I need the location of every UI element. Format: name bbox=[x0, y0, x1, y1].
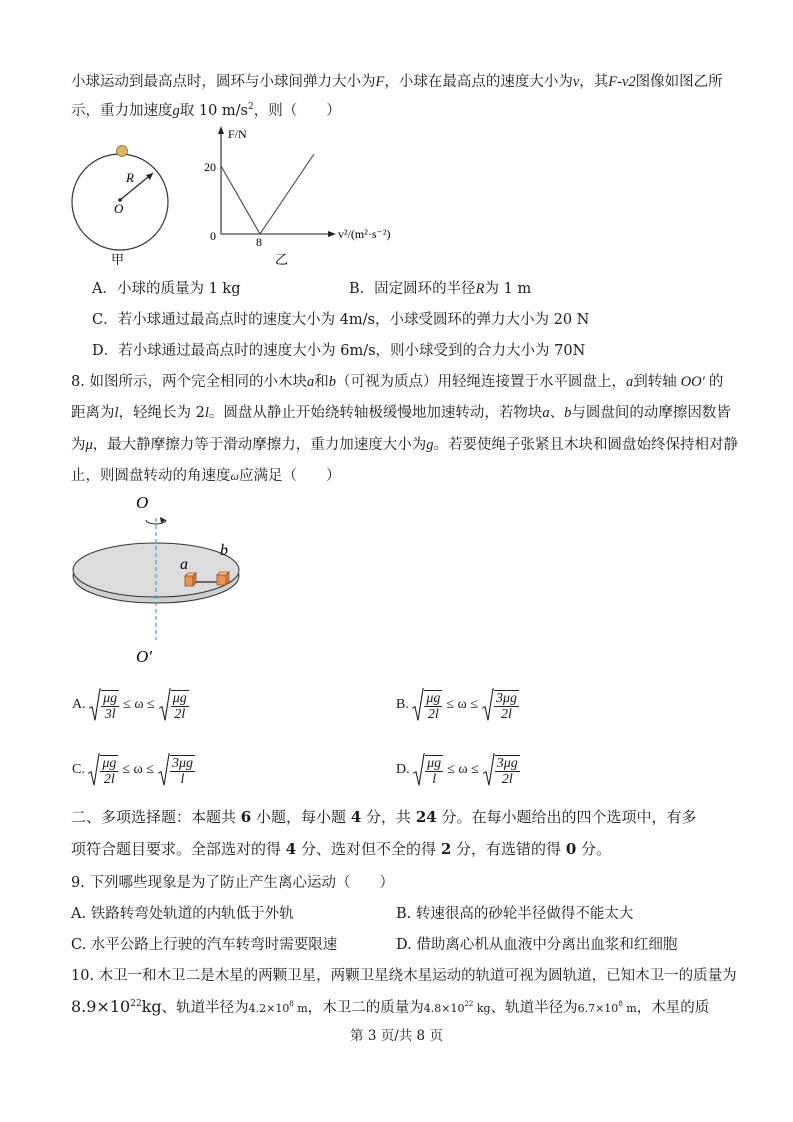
caption-yi: 乙 bbox=[275, 252, 289, 267]
left-bound: $\frac{\mu g}{l}$ bbox=[413, 753, 443, 787]
x-axis-label: v²/(m²·s⁻²) bbox=[338, 227, 391, 241]
q7-stem-line2: 示，重力加速度g取 10 $m/s^2$，则（ ） bbox=[71, 102, 341, 119]
q7-option-c: C．若小球通过最高点时的速度大小为 4m/s，小球受圆环的弹力大小为 20 N bbox=[92, 312, 590, 328]
q10-stem-line1: 10. 木卫一和木卫二是木星的两颗卫星，两颗卫星绕木星运动的轨道可视为圆轨道，已知木卫一的质量为 bbox=[71, 968, 737, 984]
inequality: ≤ ω ≤ bbox=[447, 762, 479, 777]
q8-option-d bbox=[396, 753, 520, 787]
q7-figure-yi bbox=[196, 124, 396, 268]
option-label: B. bbox=[396, 697, 413, 712]
right-bound: $\frac{3\mu g}{2l}$ bbox=[483, 753, 520, 787]
q8-stem-line1: 8. 如图所示，两个完全相同的小木块a和b（可视为质点）用轻绳连接置于水平圆盘上，a到转轴 OO′ 的 bbox=[71, 374, 724, 390]
label-O-top: O bbox=[136, 493, 149, 512]
block-b bbox=[217, 572, 229, 585]
option-label: C. bbox=[72, 762, 89, 777]
q8-option-c bbox=[72, 753, 195, 787]
left-bound: $\frac{\mu g}{2l}$ bbox=[412, 688, 442, 722]
label-O-prime: O′ bbox=[136, 647, 152, 666]
radius-arrowhead bbox=[146, 173, 153, 180]
q8-stem-line2: 距离为l，轻绳长为 2l。圆盘从静止开始绕转轴极缓慢地加速转动，若物块a、b与圆盘间的动摩擦因数皆 bbox=[71, 405, 731, 421]
q10-stem-line2: $8.9\times 10^{22}kg$、轨道半径为$4.2\times 10^8$ m，木卫二的质量为$4.8\times 10^{22}$ kg、轨道半径为$6.7\times 10^8$ m，木星的质 bbox=[71, 997, 710, 1016]
q9-option-b: B. 转速很高的砂轮半径做得不能太大 bbox=[396, 906, 634, 922]
q7-figure-jia bbox=[66, 140, 176, 270]
q8-option-a bbox=[72, 688, 189, 722]
q7-option-b: B．固定圆环的半径R为 1 m bbox=[349, 281, 532, 297]
y-axis-arrow bbox=[218, 126, 224, 134]
q8-figure-disc bbox=[70, 490, 260, 670]
q9-option-d: D. 借助离心机从血液中分离出血浆和红细胞 bbox=[396, 937, 678, 953]
block-a bbox=[185, 573, 196, 586]
q7-option-a: A．小球的质量为 1 kg bbox=[92, 281, 241, 297]
label-block-b: b bbox=[220, 542, 228, 559]
left-bound: $\frac{\mu g}{2l}$ bbox=[88, 753, 118, 787]
section2-line2: 项符合题目要求。全部选对的得 4 分、选对但不全的得 2 分，有选错的得 0 分。 bbox=[71, 840, 612, 858]
section2-line1: 二、多项选择题：本题共 6 小题，每小题 4 分，共 24 分。在每小题给出的四个选项中，有多 bbox=[71, 808, 697, 826]
q9-option-a: A. 铁路转弯处轨道的内轨低于外轨 bbox=[71, 906, 294, 922]
right-bound: $\frac{3\mu g}{2l}$ bbox=[482, 688, 519, 722]
origin-label: 0 bbox=[210, 229, 216, 243]
option-label: D. bbox=[396, 762, 414, 777]
tick-20: 20 bbox=[204, 160, 216, 174]
right-bound: $\frac{3\mu g}{l}$ bbox=[158, 753, 195, 787]
q7-stem-line1: 小球运动到最高点时，圆环与小球间弹力大小为F，小球在最高点的速度大小为v，其F-v2图像如图乙所 bbox=[71, 74, 723, 90]
tick-8: 8 bbox=[256, 235, 262, 249]
label-block-a: a bbox=[180, 556, 188, 573]
label-O: O bbox=[114, 201, 124, 216]
graph-line-left bbox=[221, 166, 260, 234]
x-axis-arrow bbox=[328, 231, 336, 237]
q9-option-c: C. 水平公路上行驶的汽车转弯时需要限速 bbox=[71, 937, 338, 953]
q8-stem-line4: 止，则圆盘转动的角速度ω应满足（ ） bbox=[71, 468, 341, 484]
left-bound: $\frac{\mu g}{3l}$ bbox=[89, 688, 119, 722]
inequality: ≤ ω ≤ bbox=[446, 697, 478, 712]
caption-jia: 甲 bbox=[111, 252, 125, 267]
q8-stem-line3: 为μ，最大静摩擦力等于滑动摩擦力，重力加速度大小为g。若要使绳子张紧且木块和圆盘始终保持相对静 bbox=[71, 437, 739, 453]
right-bound: $\frac{\mu g}{2l}$ bbox=[159, 688, 189, 722]
ball bbox=[117, 146, 128, 157]
inequality: ≤ ω ≤ bbox=[122, 762, 154, 777]
page-footer: 第 3 页/共 8 页 bbox=[350, 1028, 443, 1044]
y-axis-label: F/N bbox=[228, 127, 247, 141]
q7-option-d: D．若小球通过最高点时的速度大小为 6m/s，则小球受到的合力大小为 70N bbox=[92, 343, 586, 359]
label-R: R bbox=[126, 170, 134, 185]
q8-option-b bbox=[396, 688, 519, 722]
inequality: ≤ ω ≤ bbox=[123, 697, 155, 712]
q9-stem: 9. 下列哪些现象是为了防止产生离心运动（ ） bbox=[71, 875, 394, 891]
graph-line-right bbox=[260, 154, 314, 234]
option-label: A. bbox=[72, 697, 90, 712]
